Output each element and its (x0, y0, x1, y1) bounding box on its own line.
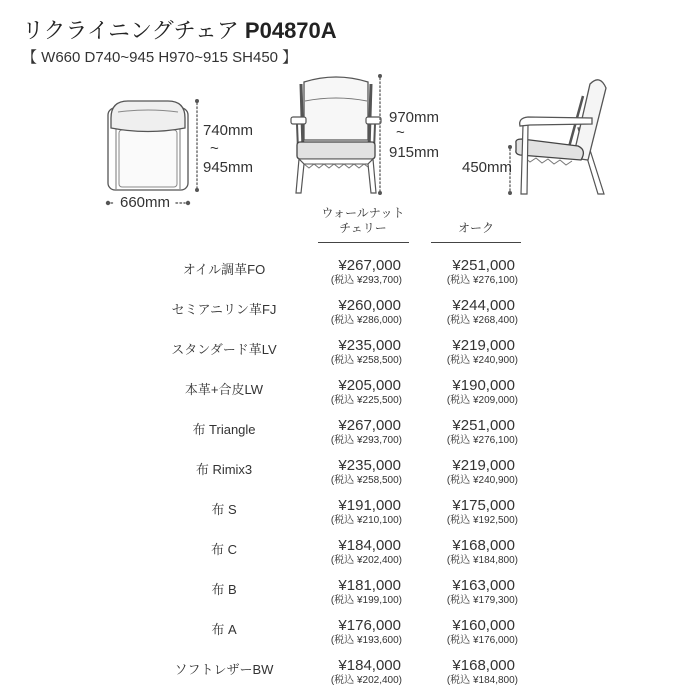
chair-side-view (516, 80, 606, 194)
width-label: 660mm (119, 194, 171, 211)
front-view-backrest (304, 77, 368, 140)
column-header-cherry: チェリー (339, 221, 387, 235)
chair-front-view (291, 77, 381, 193)
row-label: スタンダード革LV (171, 342, 277, 357)
oak-price: ¥168,000 (452, 657, 515, 674)
oak-price: ¥244,000 (452, 297, 515, 314)
depth-min-label: 740mm (203, 122, 254, 139)
oak-price: ¥175,000 (452, 497, 515, 514)
table-row (0, 532, 700, 572)
walnut-price: ¥184,000 (338, 657, 401, 674)
side-view-arm (520, 117, 592, 126)
oak-price: ¥219,000 (452, 337, 515, 354)
seat-height-label: 450mm (462, 159, 513, 176)
table-row (0, 612, 700, 652)
front-view-seat (297, 142, 375, 159)
walnut-price: ¥184,000 (338, 537, 401, 554)
height-min-label: 970mm (389, 109, 440, 126)
front-view-springs (304, 164, 368, 168)
oak-price-tax: (税込 ¥276,100) (446, 435, 518, 446)
row-label: 布 S (211, 502, 237, 517)
column-header-walnut-underline (318, 242, 409, 243)
side-view-front-leg (521, 125, 528, 194)
walnut-price: ¥176,000 (338, 617, 401, 634)
walnut-price: ¥267,000 (338, 417, 401, 434)
walnut-price-tax: (税込 ¥286,000) (330, 315, 402, 326)
table-row (0, 572, 700, 612)
chair-diagrams (0, 0, 700, 220)
front-view-left-leg (296, 159, 304, 193)
table-row (0, 652, 700, 692)
front-view-right-leg (368, 159, 376, 193)
row-label: セミアニリン革FJ (171, 302, 277, 317)
oak-price: ¥251,000 (452, 257, 515, 274)
oak-price: ¥163,000 (452, 577, 515, 594)
height-dimension-line (378, 74, 382, 195)
walnut-price-tax: (税込 ¥293,700) (330, 435, 402, 446)
top-view-backrest (111, 101, 185, 132)
row-label: 布 Triangle (192, 422, 256, 437)
oak-price-tax: (税込 ¥240,900) (446, 475, 518, 486)
depth-tilde-label: ~ (210, 140, 219, 157)
column-header-walnut: ウォールナット (321, 206, 405, 220)
row-label: 布 C (210, 542, 237, 557)
oak-price-tax: (税込 ¥176,000) (446, 635, 518, 646)
front-view-left-arm (291, 117, 306, 124)
walnut-price-tax: (税込 ¥293,700) (330, 275, 402, 286)
walnut-price-tax: (税込 ¥202,400) (330, 555, 402, 566)
row-label: 本革+合皮LW (184, 382, 264, 397)
dimensions-summary: 【 W660 D740~945 H970~915 SH450 】 (22, 49, 298, 66)
row-label: 布 Rimix3 (195, 462, 253, 477)
walnut-price: ¥181,000 (338, 577, 401, 594)
table-row (0, 332, 700, 372)
walnut-price: ¥191,000 (338, 497, 401, 514)
row-label: ソフトレザーBW (174, 662, 274, 677)
table-row (0, 292, 700, 332)
table-row (0, 412, 700, 452)
front-view-right-arm (366, 117, 381, 124)
product-name: リクライニングチェア (22, 18, 239, 43)
front-view-seat-rail (299, 159, 373, 164)
oak-price-tax: (税込 ¥184,800) (446, 555, 518, 566)
oak-price-tax: (税込 ¥268,400) (446, 315, 518, 326)
height-max-label: 915mm (389, 144, 440, 161)
walnut-price: ¥205,000 (338, 377, 401, 394)
walnut-price-tax: (税込 ¥193,600) (330, 635, 402, 646)
walnut-price-tax: (税込 ¥199,100) (330, 595, 402, 606)
oak-price-tax: (税込 ¥192,500) (446, 515, 518, 526)
walnut-price: ¥267,000 (338, 257, 401, 274)
row-label: オイル調革FO (182, 262, 266, 277)
walnut-price-tax: (税込 ¥202,400) (330, 675, 402, 686)
walnut-price-tax: (税込 ¥210,100) (330, 515, 402, 526)
column-header-oak: オーク (457, 221, 494, 235)
oak-price-tax: (税込 ¥240,900) (446, 355, 518, 366)
table-row (0, 492, 700, 532)
oak-price-tax: (税込 ¥276,100) (446, 275, 518, 286)
table-row (0, 452, 700, 492)
oak-price: ¥160,000 (452, 617, 515, 634)
depth-max-label: 945mm (203, 159, 254, 176)
walnut-price-tax: (税込 ¥258,500) (330, 355, 402, 366)
product-code: P04870A (244, 18, 337, 43)
walnut-price-tax: (税込 ¥225,500) (330, 395, 402, 406)
oak-price-tax: (税込 ¥184,800) (446, 675, 518, 686)
oak-price: ¥219,000 (452, 457, 515, 474)
row-label: 布 B (211, 582, 237, 597)
oak-price: ¥168,000 (452, 537, 515, 554)
oak-price-tax: (税込 ¥209,000) (446, 395, 518, 406)
walnut-price: ¥235,000 (338, 457, 401, 474)
walnut-price: ¥235,000 (338, 337, 401, 354)
chair-top-view (108, 101, 188, 190)
table-row (0, 372, 700, 412)
top-view-seat (119, 130, 177, 187)
oak-price-tax: (税込 ¥179,300) (446, 595, 518, 606)
column-header-oak-underline (431, 242, 521, 243)
oak-price: ¥251,000 (452, 417, 515, 434)
walnut-price-tax: (税込 ¥258,500) (330, 475, 402, 486)
table-row (0, 252, 700, 292)
height-tilde-label: ~ (396, 124, 405, 141)
oak-price: ¥190,000 (452, 377, 515, 394)
depth-dimension-line (195, 99, 199, 192)
walnut-price: ¥260,000 (338, 297, 401, 314)
row-label: 布 A (211, 622, 237, 637)
